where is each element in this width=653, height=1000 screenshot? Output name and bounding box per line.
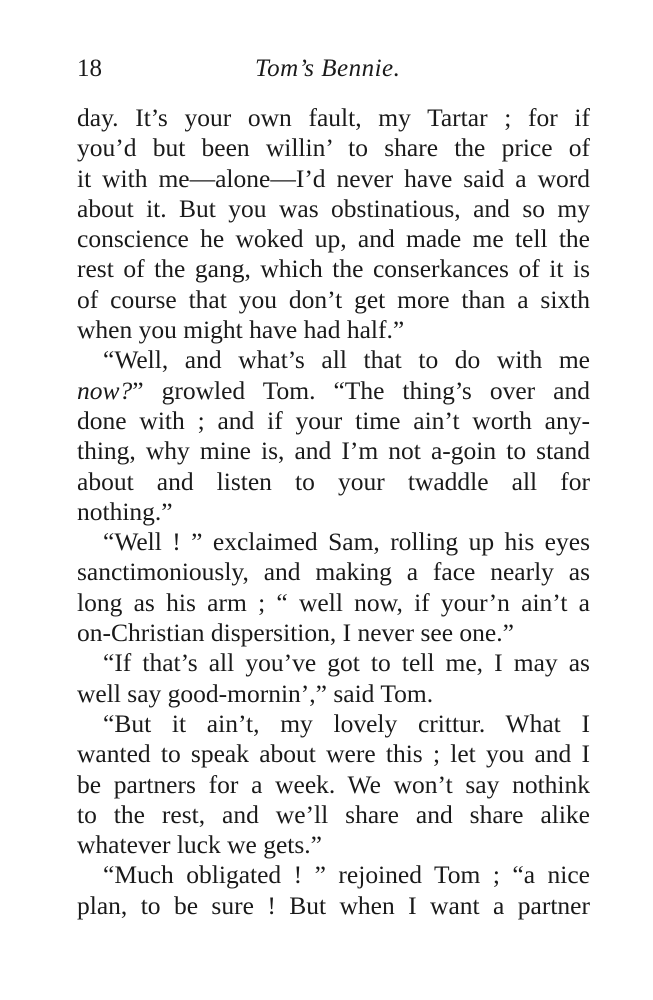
text-line: long as his arm ; “ well now, if your’n ain’t a [77, 587, 590, 617]
italic-word: now? [77, 375, 133, 405]
text-line: be partners for a week. We won’t say nothink [77, 769, 590, 799]
text-line: whatever luck we gets.” [77, 830, 322, 860]
text-line-rest: ” growled Tom. “The thing’s over and [132, 375, 590, 405]
text-line [77, 376, 590, 406]
text-line: plan, to be sure ! But when I want a partner [77, 890, 590, 920]
text-line: sanctimoniously, and making a face nearly as [77, 557, 590, 587]
text-line: “Well ! ” exclaimed Sam, rolling up his eyes [103, 527, 590, 557]
text-line: about it. But you was obstinatious, and so my [77, 193, 590, 223]
text-line: conscience he woked up, and made me tell the [77, 224, 590, 254]
text-line: done with ; and if your time ain’t worth any- [77, 405, 590, 435]
text-line: “Much obligated ! ” rejoined Tom ; “a nice [103, 860, 590, 890]
text-line: about and listen to your twaddle all for [77, 466, 590, 496]
text-line: nothing.” [77, 496, 173, 526]
text-line: well say good-mornin’,” said Tom. [77, 678, 434, 708]
text-line: “But it ain’t, my lovely crittur. What I [103, 708, 590, 738]
text-line: day. It’s your own fault, my Tartar ; for if [77, 103, 590, 132]
text-line: when you might have had half.” [77, 315, 405, 345]
text-line: to the rest, and we’ll share and share alike [77, 799, 590, 829]
text-line: it with me—alone—I’d never have said a word [77, 163, 590, 193]
text-line: you’d but been willin’ to share the price of [77, 133, 590, 163]
text-line: “Well, and what’s all that to do with me [103, 345, 590, 375]
text-line: wanted to speak about were this ; let you and I [77, 739, 590, 769]
book-title: Tom’s Bennie. [255, 55, 401, 82]
page-number: 18 [77, 55, 102, 82]
text-line: of course that you don’t get more than a sixth [77, 284, 590, 314]
text-line: thing, why mine is, and I’m not a-goin to stand [77, 436, 590, 466]
running-head [77, 55, 590, 91]
body-text [77, 103, 590, 921]
text-line: “If that’s all you’ve got to tell me, I may as [103, 648, 590, 678]
text-line: rest of the gang, which the conserkances of it is [77, 254, 590, 284]
text-line: on-Christian dispersition, I never see one.” [77, 618, 514, 648]
